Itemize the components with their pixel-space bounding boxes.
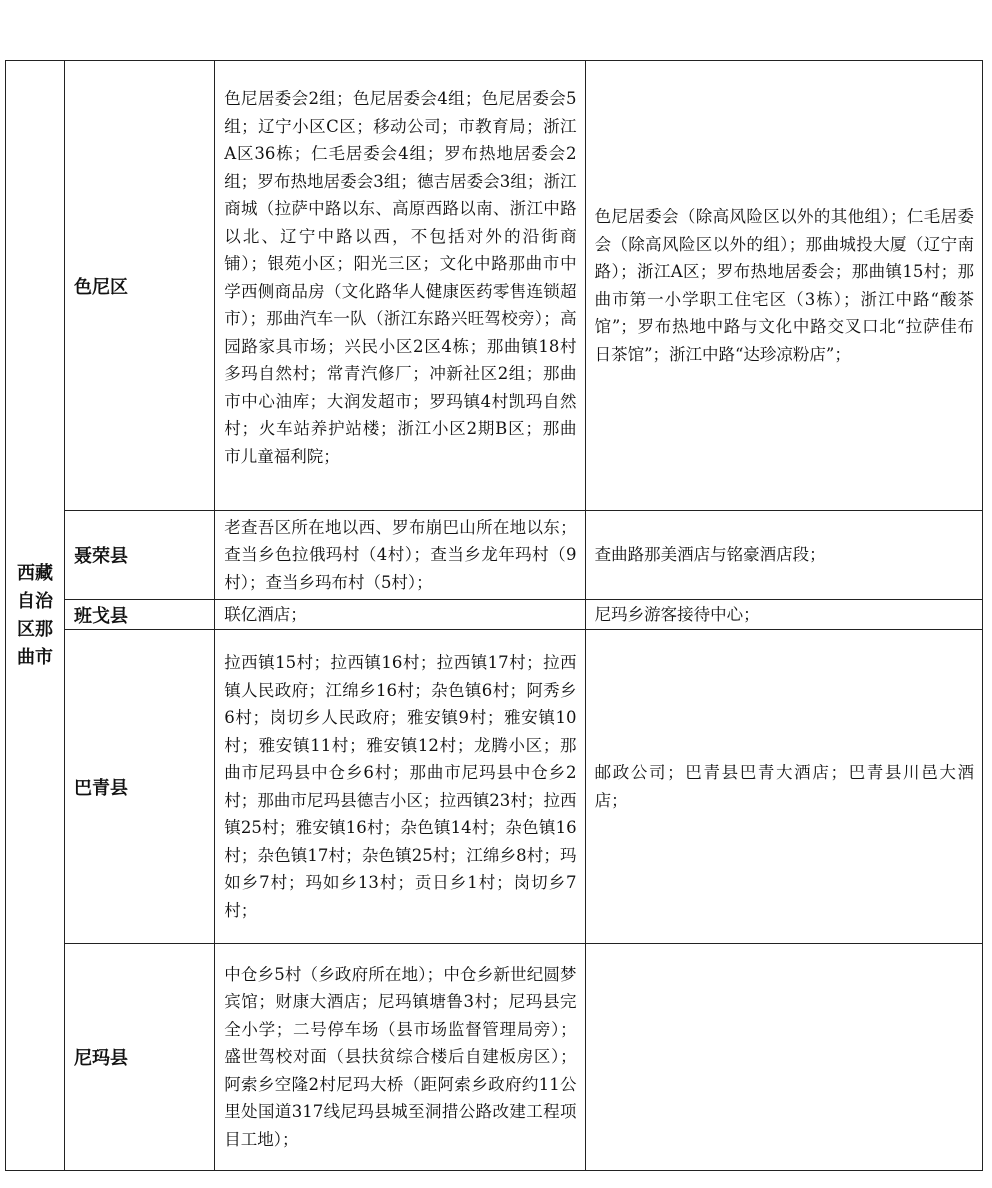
high-risk-cell bbox=[215, 511, 585, 600]
region-cell bbox=[6, 61, 65, 1171]
high-risk-areas: 联亿酒店； bbox=[224, 604, 307, 624]
high-risk-cell bbox=[215, 630, 585, 944]
mid-risk-cell bbox=[585, 511, 982, 600]
table-row bbox=[6, 630, 983, 944]
table-row bbox=[6, 61, 983, 511]
county-name: 尼玛县 bbox=[74, 1048, 129, 1069]
mid-risk-areas: 查曲路那美酒店与铭豪酒店段； bbox=[594, 545, 826, 565]
mid-risk-areas: 色尼居委会（除高风险区以外的其他组）；仁毛居委会（除高风险区以外的组）；那曲城投大厦（辽宁南路）；浙江A区；罗布热地居委会；那曲镇15村；那曲市第一小学职工住宅区（3栋）；浙江中路“酸茶馆”；罗布热地中路与文化中路交叉口北“拉萨佳布日茶馆”；浙江中路“达珍凉粉店”； bbox=[594, 207, 974, 364]
region-name: 西藏自治区那曲市 bbox=[17, 562, 54, 668]
county-name: 班戈县 bbox=[74, 605, 129, 627]
mid-risk-cell bbox=[585, 630, 982, 944]
table-row bbox=[6, 600, 983, 630]
high-risk-cell bbox=[215, 600, 585, 630]
county-cell bbox=[65, 61, 215, 511]
high-risk-areas: 色尼居委会2组；色尼居委会4组；色尼居委会5组；辽宁小区C区；移动公司；市教育局；浙江A区36栋；仁毛居委会4组；罗布热地居委会2组；罗布热地居委会3组；德吉居委会3组；浙江商城（拉萨中路以东、高原西路以南、浙江中路以北、辽宁中路以西，不包括对外的沿街商铺）；银苑小区；阳光三区；文化中路那曲市中学西侧商品房（文化路华人健康医药零售连锁超市）；那曲汽车一队（浙江东路兴旺驾校旁）；高园路家具市场；兴民小区2区4栋；那曲镇18村多玛自然村；常青汽修厂；冲新社区2组；那曲市中心油库；大润发超市；罗玛镇4村凯玛自然村；火车站养护站楼；浙江小区2期B区；那曲市儿童福利院； bbox=[224, 89, 577, 466]
county-cell bbox=[65, 944, 215, 1171]
mid-risk-areas: 尼玛乡游客接待中心； bbox=[594, 604, 760, 624]
mid-risk-cell bbox=[585, 600, 982, 630]
county-cell bbox=[65, 511, 215, 600]
mid-risk-cell bbox=[585, 61, 982, 511]
high-risk-areas: 老查吾区所在地以西、罗布崩巴山所在地以东；查当乡色拉俄玛村（4村）；查当乡龙年玛村（9村）；查当乡玛布村（5村）； bbox=[224, 517, 577, 592]
high-risk-cell bbox=[215, 61, 585, 511]
table-row bbox=[6, 944, 983, 1171]
high-risk-areas: 拉西镇15村；拉西镇16村；拉西镇17村；拉西镇人民政府；江绵乡16村；杂色镇6村；阿秀乡6村；岗切乡人民政府；雅安镇9村；雅安镇10村；雅安镇11村；雅安镇12村；龙腾小区；那曲市尼玛县中仓乡6村；那曲市尼玛县中仓乡2村；那曲市尼玛县德吉小区；拉西镇23村；拉西镇25村；雅安镇16村；杂色镇14村；杂色镇16村；杂色镇17村；杂色镇25村；江绵乡8村；玛如乡7村；玛如乡13村；贡日乡1村；岗切乡7村； bbox=[224, 653, 577, 920]
high-risk-areas: 中仓乡5村（乡政府所在地）；中仓乡新世纪圆梦宾馆；财康大酒店；尼玛镇塘鲁3村；尼玛县完全小学；二号停车场（县市场监督管理局旁）；盛世驾校对面（县扶贫综合楼后自建板房区）；阿索乡空隆2村尼玛大桥（距阿索乡政府约11公里处国道317线尼玛县城至洞措公路改建工程项目工地）； bbox=[224, 964, 577, 1149]
high-risk-cell bbox=[215, 944, 585, 1171]
risk-area-table bbox=[5, 60, 983, 1171]
table-row bbox=[6, 511, 983, 600]
county-name: 巴青县 bbox=[74, 777, 129, 799]
mid-risk-areas: 邮政公司；巴青县巴青大酒店；巴青县川邑大酒店； bbox=[594, 763, 974, 810]
county-cell bbox=[65, 630, 215, 944]
county-name: 聂荣县 bbox=[74, 546, 129, 567]
mid-risk-cell bbox=[585, 944, 982, 1171]
county-name: 色尼区 bbox=[74, 276, 129, 298]
county-cell bbox=[65, 600, 215, 630]
